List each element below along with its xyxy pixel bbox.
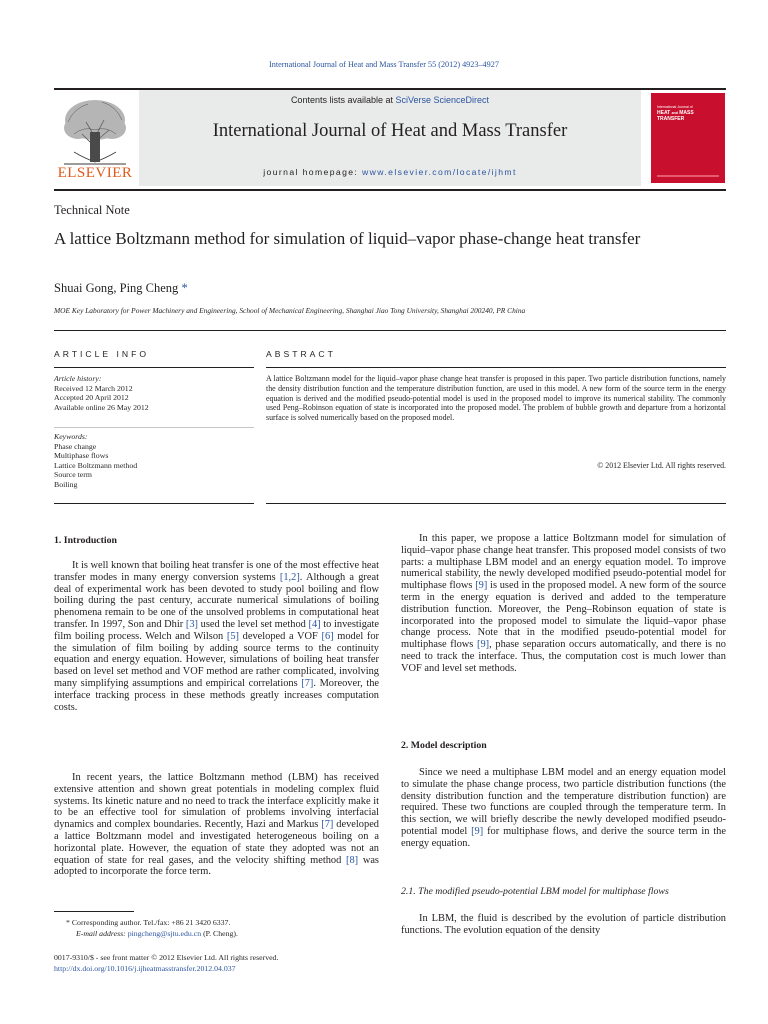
journal-homepage	[139, 167, 641, 177]
keyword: Source term	[54, 470, 92, 480]
citation-link[interactable]: [1,2]	[279, 571, 300, 583]
section-heading-introduction: 1. Introduction	[54, 535, 117, 546]
article-title: A lattice Boltzmann method for simulation of liquid–vapor phase-change heat transfer	[54, 229, 641, 248]
contents-prefix: Contents lists available at	[290, 95, 396, 105]
section-heading-model-description: 2. Model description	[401, 740, 487, 751]
divider	[54, 330, 726, 331]
footnote-mark: *	[66, 918, 70, 927]
history-item: Available online 26 May 2012	[54, 402, 149, 412]
subsection-heading: 2.1. The modified pseudo-potential LBM model for multiphase flows	[401, 886, 669, 897]
body-text: to investigate film boiling process. Welch and Wilson	[54, 618, 380, 642]
body-paragraph	[54, 772, 379, 878]
header-rule	[54, 189, 726, 191]
divider	[54, 367, 254, 368]
cover-subtitle: International Journal of	[657, 105, 693, 109]
citation-link[interactable]: [6]	[321, 630, 334, 642]
issn-line: 0017-9310/$ - see front matter © 2012 Elsevier Ltd. All rights reserved.	[54, 953, 279, 962]
contents-line	[139, 95, 641, 105]
citation-link[interactable]: [8]	[346, 854, 359, 866]
body-text: . Although a great deal of experimental work has been devoted to study pool boiling and flow boiling during the past century, accurate numerical simulations of boiling phenomena remain to be one of the unsolved problems in computational heat transfer. In 1997, Son and Dhir	[54, 571, 379, 630]
body-text: , phase separation occurs automatically, and there is no need to track the interface. Thus, the computation cost is much lower than VOF and level set methods.	[401, 639, 726, 674]
email-note	[54, 928, 379, 939]
keyword: Phase change	[54, 441, 97, 451]
publisher-wordmark[interactable]: ELSEVIER	[57, 165, 133, 181]
authors	[54, 281, 188, 296]
body-text: was adopted to incorporate the force term.	[54, 854, 379, 878]
homepage-label: journal homepage:	[263, 167, 363, 177]
citation-link[interactable]: [7]	[321, 819, 334, 831]
cover-title-transfer: TRANSFER	[657, 115, 685, 122]
body-text: is used in the proposed model. A new form of the source term in the energy equation is derived and added to the temperature distribution function. Moreover, the Peng–Robinson equation of state is incorporated into the proposed model to simulate the liquid–vapor phase change process. Note that in the modified pseudo-potential model for multiphase flows	[401, 580, 726, 651]
email-label: E-mail address:	[76, 929, 128, 938]
body-text: developed a lattice Boltzmann model and investigated heterogeneous boiling on a horizontal plate. However, the equation of state they adopted was not an equation of state for real gases, and the velocity shifting method	[54, 819, 379, 866]
body-paragraph	[401, 767, 726, 850]
keywords-label: Keywords:	[54, 432, 88, 441]
abstract-heading: ABSTRACT	[266, 349, 336, 359]
body-text: for multiphase flows, and derive the source term in the energy equation.	[401, 825, 726, 849]
keyword: Multiphase flows	[54, 451, 109, 461]
homepage-link[interactable]: www.elsevier.com/locate/ijhmt	[362, 167, 517, 177]
keywords	[54, 432, 254, 490]
body-text: model for the simulation of film boiling by adding source terms to the continuity equation and energy equation. However, simulations of boiling heat transfer based on level set method and VOF method are rather complicated, involving many simplifying assumptions and empirical correlations	[54, 630, 379, 689]
running-head[interactable]: International Journal of Heat and Mass Transfer 55 (2012) 4923–4927	[269, 60, 499, 69]
cover-title-and: and	[671, 111, 678, 115]
sciencedirect-link[interactable]: SciVerse ScienceDirect	[395, 95, 490, 105]
body-paragraph	[401, 533, 726, 675]
footnote-text: Corresponding author. Tel./fax: +86 21 3420 6337.	[69, 918, 231, 927]
article-info-heading: ARTICLE INFO	[54, 349, 150, 359]
citation-link[interactable]: [7]	[301, 677, 314, 689]
keyword: Boiling	[54, 479, 78, 489]
footnote-rule	[54, 911, 134, 912]
citation-link[interactable]: [5]	[226, 630, 239, 642]
body-paragraph	[401, 913, 726, 937]
cover-title-heat: HEAT	[657, 110, 671, 116]
body-text: It is well known that boiling heat transfer is one of the most effective heat transfer modes in many energy conversion systems	[54, 560, 379, 583]
citation-link[interactable]: [3]	[185, 618, 198, 630]
abstract-text: A lattice Boltzmann model for the liquid–vapor phase change heat transfer is proposed in this paper. Two particle distribution functions, namely the density distribution function and the temperature distribution function, are used in this model. A new form of the source term in the energy equation is derived and the modified pseudo-potential model is used in the proposed model to improve its numerical stability. The commonly used Peng–Robinson equation of state is incorporated into the proposed model. The problem of bubble growth and departure from a horizontal surface is solved numerically based on the proposed model.	[266, 374, 726, 422]
imprint	[54, 952, 379, 974]
article-type: Technical Note	[54, 203, 130, 217]
body-text: In this paper, we propose a lattice Boltzmann model for simulation of liquid–vapor phase change heat transfer. This proposed model consists of two parts: a multiphase LBM model and an energy equation model. To improve numerical stability, the newly developed modified pseudo-potential model for multiphase flows	[401, 533, 726, 592]
keyword: Lattice Boltzmann method	[54, 460, 138, 470]
citation-link[interactable]: [4]	[308, 618, 321, 630]
body-text: Since we need a multiphase LBM model and an energy equation model to simulate the phase change process, two particle distribution functions (the density distribution function and the temperature distribution function) are required. These two functions are coupled through the temperature term. In this section, we will briefly describe the newly developed modified pseudo-potential model	[401, 767, 726, 837]
affiliation: MOE Key Laboratory for Power Machinery and Engineering, School of Mechanical Engineering, Shanghai Jiao Tong University, Shanghai 200240, PR China	[54, 306, 526, 315]
divider	[54, 427, 254, 428]
email-suffix: (P. Cheng).	[201, 929, 238, 938]
article-history	[54, 374, 254, 412]
email-link[interactable]: pingcheng@sjtu.edu.cn	[127, 929, 202, 938]
body-text: In LBM, the fluid is described by the evolution of particle distribution functions. The evolution equation of the density	[401, 913, 726, 936]
journal-cover-thumbnail[interactable]	[651, 93, 725, 183]
body-text: used the level set method	[198, 618, 309, 630]
citation-link[interactable]: [9]	[477, 639, 490, 651]
footnote	[54, 917, 379, 939]
journal-title[interactable]: International Journal of Heat and Mass Transfer	[212, 121, 568, 141]
citation-link[interactable]: [9]	[475, 580, 488, 592]
divider	[266, 367, 726, 368]
citation-link[interactable]: [9]	[471, 825, 484, 837]
history-item: Accepted 20 April 2012	[54, 393, 129, 403]
cover-title	[657, 111, 717, 122]
doi-link[interactable]: http://dx.doi.org/10.1016/j.ijheatmasstransfer.2012.04.037	[54, 964, 236, 973]
cover-decoration	[657, 175, 719, 177]
body-text: . Moreover, the interface tracking process in these methods greatly increases computation costs.	[54, 677, 380, 713]
corresponding-author-note	[54, 917, 379, 928]
body-text: In recent years, the lattice Boltzmann method (LBM) has received extensive attention and shown great potentials in modeling complex fluid systems. Its kinetic nature and no need to track the interface explicitly make it to be an effective tool for simulation of problems involving interfacial dynamics and complex boundaries. Recently, Hazi and Markus	[54, 772, 379, 831]
history-item: Received 12 March 2012	[54, 383, 133, 393]
abstract-copyright: © 2012 Elsevier Ltd. All rights reserved.	[597, 461, 726, 470]
body-paragraph	[54, 560, 379, 713]
corresponding-author-mark[interactable]: *	[181, 281, 188, 295]
cover-title-mass: MASS	[679, 110, 694, 116]
divider	[266, 503, 726, 504]
history-label: Article history:	[54, 374, 102, 383]
divider	[54, 503, 254, 504]
author-names: Shuai Gong, Ping Cheng	[54, 281, 179, 295]
body-text: developed a VOF	[239, 630, 322, 642]
